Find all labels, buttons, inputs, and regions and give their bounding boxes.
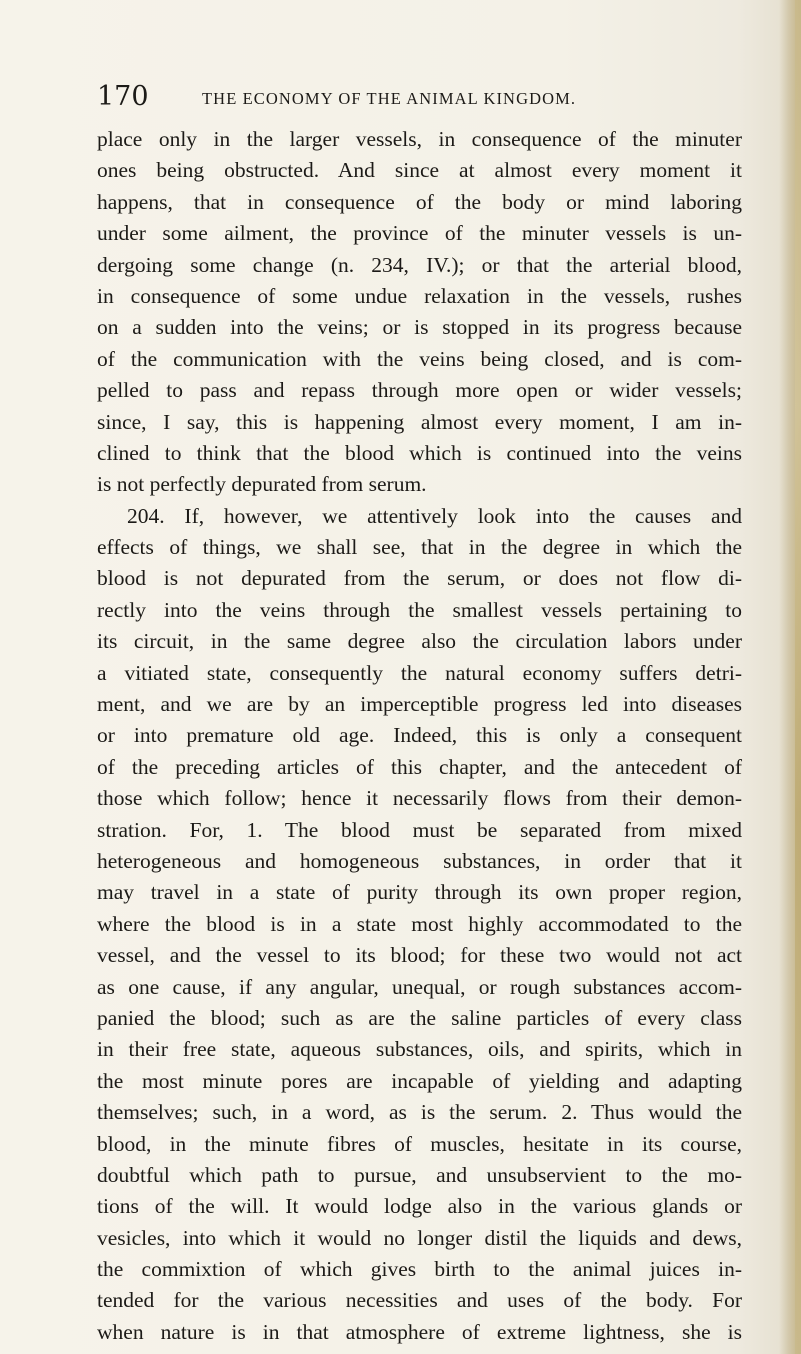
text-line: doubtful which path to pursue, and unsubservient to the mo- bbox=[97, 1162, 742, 1187]
text-line: as one cause, if any angular, unequal, or rough substances accom- bbox=[97, 974, 742, 999]
text-line: is not perfectly depurated from serum. bbox=[97, 472, 427, 497]
text-line: since, I say, this is happening almost every moment, I am in- bbox=[97, 409, 742, 434]
text-line: may travel in a state of purity through its own proper region, bbox=[97, 880, 742, 905]
text-line: vesicles, into which it would no longer distil the liquids and dews, bbox=[97, 1225, 742, 1250]
text-line: a vitiated state, consequently the natural economy suffers detri- bbox=[97, 660, 742, 685]
text-line: happens, that in consequence of the body or mind laboring bbox=[97, 189, 742, 214]
text-line: tended for the various necessities and uses of the body. For bbox=[97, 1288, 742, 1313]
body-text bbox=[97, 124, 742, 1348]
text-line: in consequence of some undue relaxation in the vessels, rushes bbox=[97, 283, 742, 308]
text-line: where the blood is in a state most highly accommodated to the bbox=[97, 911, 742, 936]
text-line: ones being obstructed. And since at almost every moment it bbox=[97, 158, 742, 183]
text-line: effects of things, we shall see, that in the degree in which the bbox=[97, 535, 742, 560]
running-head: THE ECONOMY OF THE ANIMAL KINGDOM. bbox=[202, 89, 577, 108]
text-line: or into premature old age. Indeed, this is only a consequent bbox=[97, 723, 742, 748]
text-line: in their free state, aqueous substances, oils, and spirits, which in bbox=[97, 1037, 742, 1062]
text-line: vessel, and the vessel to its blood; for these two would not act bbox=[97, 943, 742, 968]
text-line: rectly into the veins through the smallest vessels pertaining to bbox=[97, 597, 742, 622]
text-line: under some ailment, the province of the minuter vessels is un- bbox=[97, 221, 742, 246]
text-line: place only in the larger vessels, in consequence of the minuter bbox=[97, 127, 742, 151]
page-edge-stack bbox=[795, 0, 801, 1354]
page-number: 170 bbox=[97, 81, 149, 112]
text-line: panied the blood; such as are the saline particles of every class bbox=[97, 1005, 742, 1030]
text-line: heterogeneous and homogeneous substances, in order that it bbox=[97, 848, 742, 873]
text-line: the commixtion of which gives birth to the animal juices in- bbox=[97, 1257, 742, 1282]
text-line: 204. If, however, we attentively look into the causes and bbox=[127, 503, 742, 528]
page-header bbox=[97, 80, 737, 114]
text-line: tions of the will. It would lodge also in the various glands or bbox=[97, 1194, 742, 1219]
text-line: of the communication with the veins being closed, and is com- bbox=[97, 346, 742, 371]
text-line: those which follow; hence it necessarily flows from their demon- bbox=[97, 786, 742, 811]
text-line: themselves; such, in a word, as is the serum. 2. Thus would the bbox=[97, 1100, 742, 1125]
text-line: of the preceding articles of this chapter, and the antecedent of bbox=[97, 754, 742, 779]
text-line: on a sudden into the veins; or is stopped in its progress because bbox=[97, 315, 742, 340]
text-line: blood, in the minute fibres of muscles, hesitate in its course, bbox=[97, 1131, 742, 1156]
text-line: the most minute pores are incapable of yielding and adapting bbox=[97, 1068, 742, 1093]
text-line: pelled to pass and repass through more open or wider vessels; bbox=[97, 378, 742, 403]
text-line: stration. For, 1. The blood must be separated from mixed bbox=[97, 817, 742, 842]
text-line: clined to think that the blood which is continued into the veins bbox=[97, 440, 742, 465]
text-line: ment, and we are by an imperceptible progress led into diseases bbox=[97, 692, 742, 717]
text-line: blood is not depurated from the serum, or does not flow di- bbox=[97, 566, 742, 591]
text-line: when nature is in that atmosphere of extreme lightness, she is bbox=[97, 1319, 742, 1344]
text-line: dergoing some change (n. 234, IV.); or that the arterial blood, bbox=[97, 252, 742, 277]
text-line: its circuit, in the same degree also the circulation labors under bbox=[97, 629, 742, 654]
